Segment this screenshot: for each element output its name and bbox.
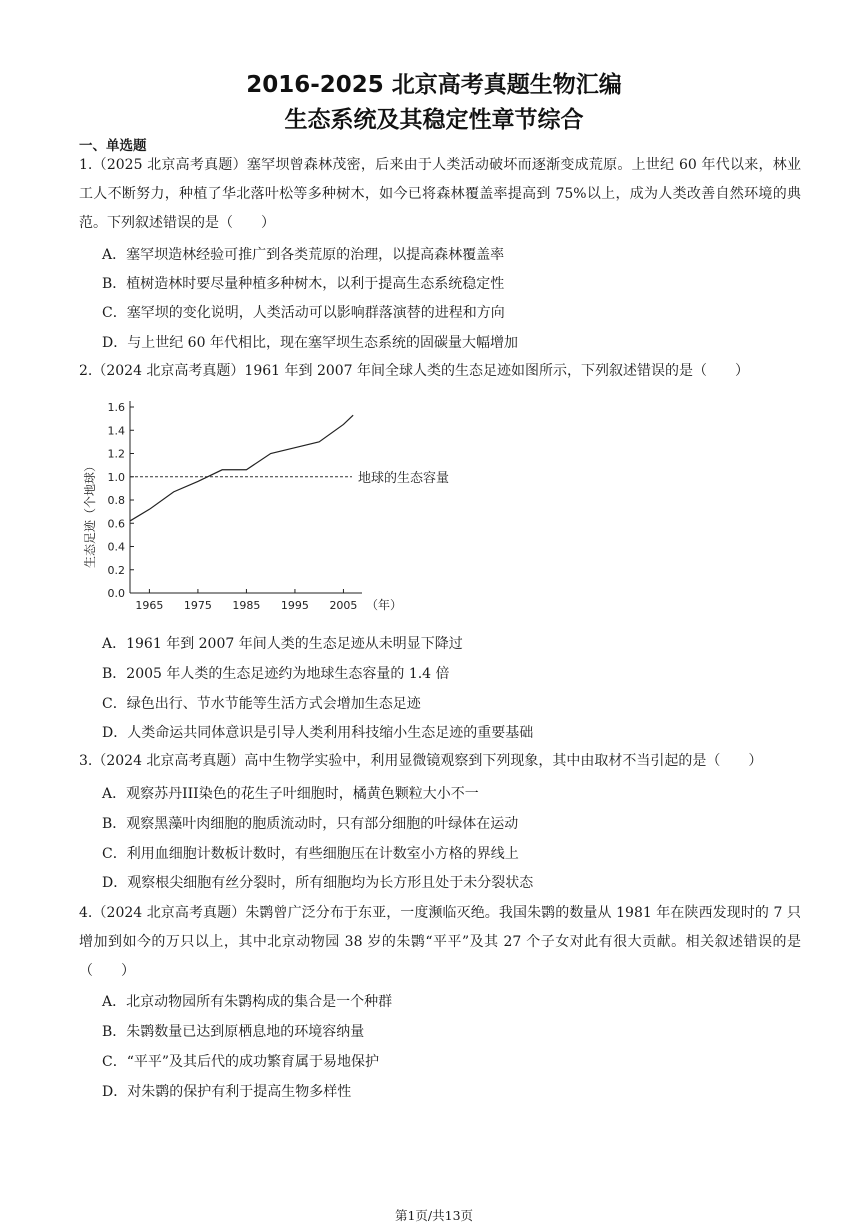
x-tick-label: 1985 <box>232 599 261 612</box>
question-1-option-c: C．塞罕坝的变化说明，人类活动可以影响群落演替的进程和方向 <box>102 305 505 321</box>
y-tick-label: 0.6 <box>107 517 125 531</box>
x-tick-label: 2005 <box>329 599 358 612</box>
question-1-stem: 1.（2025 北京高考真题）塞罕坝曾森林茂密，后来由于人类活动破坏而逐渐变成荒原。上世纪 60 年代以来，林业工人不断努力，种植了华北落叶松等多种树木，如今已将森林覆盖率提高到 75%以上，成为人类改善自然环境的典范。下列叙述错误的是（ ） <box>79 157 801 231</box>
y-tick-label: 0.0 <box>107 587 125 600</box>
question-3-option-d: D．观察根尖细胞有丝分裂时，所有细胞均为长方形且处于未分裂状态 <box>102 875 534 891</box>
question-3-option-a: A．观察苏丹III染色的花生子叶细胞时，橘黄色颗粒大小不一 <box>102 786 479 802</box>
question-3-option-c: C．利用血细胞计数板计数时，有些细胞压在计数室小方格的界线上 <box>102 846 519 862</box>
x-tick-label: 1965 <box>135 599 164 612</box>
y-tick-label: 1.6 <box>107 401 125 414</box>
page-footer: 第1页/共13页 <box>394 1208 474 1223</box>
x-tick-label: 1975 <box>183 599 212 612</box>
question-1-option-a: A．塞罕坝造林经验可推广到各类荒原的治理，以提高森林覆盖率 <box>102 247 505 263</box>
y-tick-label: 1.4 <box>107 424 125 438</box>
section-heading: 一、单选题 <box>79 138 147 154</box>
question-4-option-c: C．“平平”及其后代的成功繁育属于易地保护 <box>102 1054 380 1070</box>
question-4-option-a: A．北京动物园所有朱鹮构成的集合是一个种群 <box>102 994 393 1010</box>
y-tick-label: 1.2 <box>107 447 125 461</box>
footprint-series-line <box>130 415 353 521</box>
question-3-option-b: B．观察黑藻叶肉细胞的胞质流动时，只有部分细胞的叶绿体在运动 <box>102 816 519 832</box>
x-axis-label: （年） <box>366 598 403 612</box>
y-tick-label: 0.4 <box>107 540 125 554</box>
y-tick-label: 0.2 <box>107 563 125 577</box>
page-title-line1: 2016-2025 北京高考真题生物汇编 <box>246 72 622 98</box>
question-3-stem: 3.（2024 北京高考真题）高中生物学实验中，利用显微镜观察到下列现象，其中由取材不当引起的是（ ） <box>79 753 763 769</box>
capacity-reference-label: 地球的生态容量 <box>358 470 450 486</box>
y-tick-label: 1.0 <box>107 470 125 484</box>
question-1-option-b: B．植树造林时要尽量种植多种树木，以利于提高生态系统稳定性 <box>102 276 505 292</box>
ecological-footprint-chart <box>70 390 490 620</box>
question-4-option-b: B．朱鹮数量已达到原栖息地的环境容纳量 <box>102 1024 365 1040</box>
question-2-option-a: A．1961 年到 2007 年间人类的生态足迹从未明显下降过 <box>102 636 463 652</box>
question-2-option-b: B．2005 年人类的生态足迹约为地球生态容量的 1.4 倍 <box>102 666 450 682</box>
question-4-option-d: D．对朱鹮的保护有利于提高生物多样性 <box>102 1084 352 1100</box>
y-tick-label: 0.8 <box>107 494 125 507</box>
question-1-option-d: D．与上世纪 60 年代相比，现在塞罕坝生态系统的固碳量大幅增加 <box>102 335 518 351</box>
question-2-option-d: D．人类命运共同体意识是引导人类利用科技缩小生态足迹的重要基础 <box>102 725 534 741</box>
x-tick-label: 1995 <box>280 599 309 612</box>
y-axis-label: 生态足迹（个地球） <box>83 459 97 569</box>
question-2-stem: 2.（2024 北京高考真题）1961 年到 2007 年间全球人类的生态足迹如图所示，下列叙述错误的是（ ） <box>79 363 750 379</box>
question-2-option-c: C．绿色出行、节水节能等生活方式会增加生态足迹 <box>102 696 421 712</box>
page-title-line2: 生态系统及其稳定性章节综合 <box>284 107 584 133</box>
question-4-stem: 4.（2024 北京高考真题）朱鹮曾广泛分布于东亚，一度濒临灭绝。我国朱鹮的数量从 1981 年在陕西发现时的 7 只增加到如今的万只以上，其中北京动物园 38 岁的朱鹮“平平”及其 27 个子女对此有很大贡献。相关叙述错误的是（ ） <box>79 905 801 979</box>
